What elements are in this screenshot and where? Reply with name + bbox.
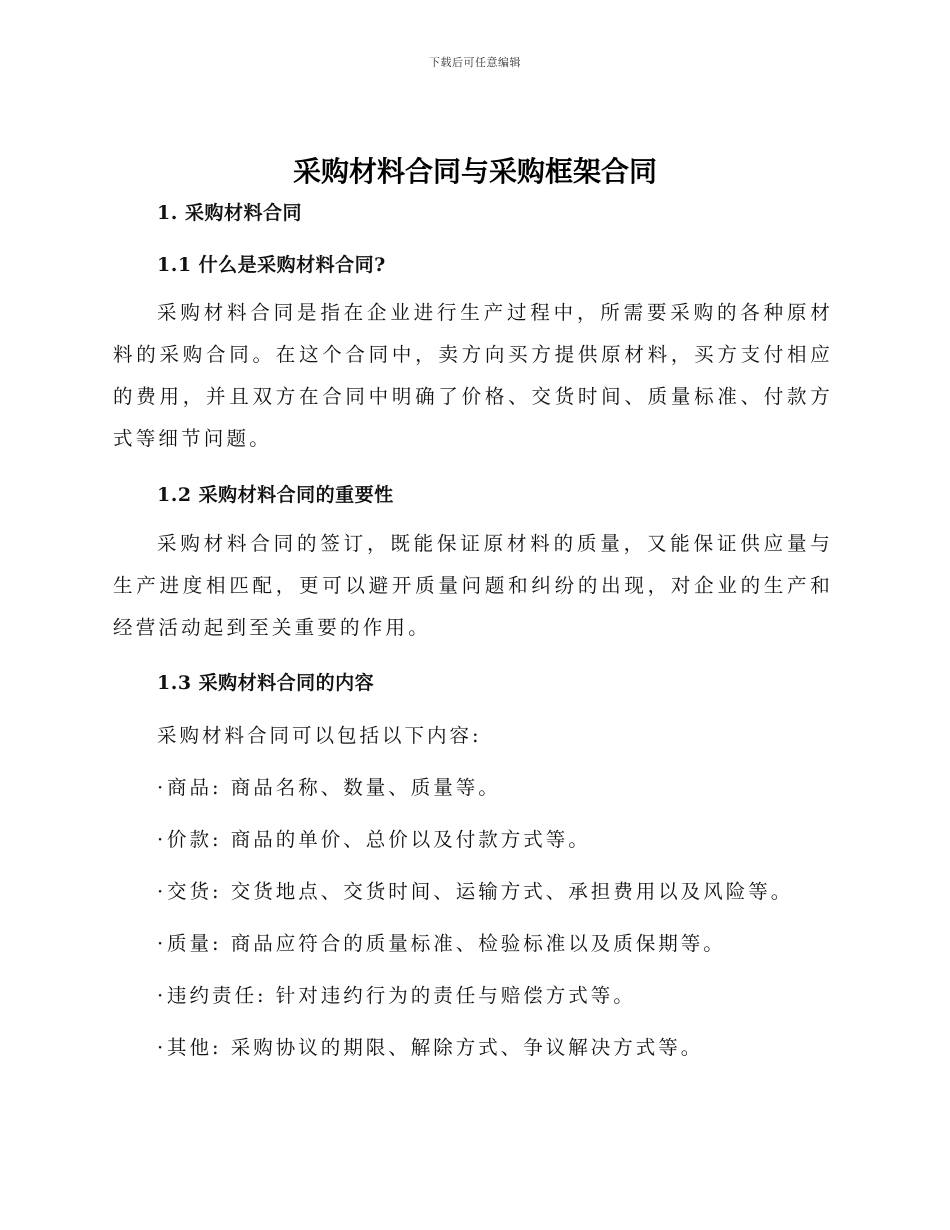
list-item <box>157 772 501 800</box>
list-item-text: 商品: 商品名称、数量、质量等。 <box>167 776 501 799</box>
bullet-dot: · <box>157 932 164 955</box>
list-item <box>157 824 591 852</box>
list-item-text: 质量: 商品应符合的质量标准、检验标准以及质保期等。 <box>167 932 726 955</box>
list-item <box>157 928 726 956</box>
subsection-heading-1-3: 1.3 采购材料合同的内容 <box>157 672 375 694</box>
subsection-heading-1-2: 1.2 采购材料合同的重要性 <box>157 484 394 506</box>
list-item <box>157 980 636 1008</box>
section-heading-1: 1. 采购材料合同 <box>157 202 302 224</box>
header-note: 下载后可任意编辑 <box>429 56 521 69</box>
bullet-dot: · <box>157 828 164 851</box>
bullet-dot: · <box>157 984 164 1007</box>
paragraph-1-2: 采购材料合同的签订，既能保证原材料的质量，又能保证供应量与生产进度相匹配，更可以避开质量问题和纠纷的出现，对企业的生产和经营活动起到至关重要的作用。 <box>113 532 833 639</box>
list-item-text: 违约责任: 针对违约行为的责任与赔偿方式等。 <box>167 984 636 1007</box>
list-item-text: 价款: 商品的单价、总价以及付款方式等。 <box>167 828 591 851</box>
paragraph-1-1: 采购材料合同是指在企业进行生产过程中，所需要采购的各种原材料的采购合同。在这个合同中，卖方向买方提供原材料，买方支付相应的费用，并且双方在合同中明确了价格、交货时间、质量标准、付款方式等细节问题。 <box>113 301 833 450</box>
list-item-text: 交货: 交货地点、交货时间、运输方式、承担费用以及风险等。 <box>167 880 794 903</box>
list-item-text: 其他: 采购协议的期限、解除方式、争议解决方式等。 <box>167 1036 704 1059</box>
list-intro: 采购材料合同可以包括以下内容: <box>157 724 482 747</box>
list-item <box>157 876 793 904</box>
bullet-dot: · <box>157 776 164 799</box>
document-title: 采购材料合同与采购框架合同 <box>292 155 657 188</box>
subsection-heading-1-1: 1.1 什么是采购材料合同? <box>157 254 386 276</box>
bullet-dot: · <box>157 880 164 903</box>
bullet-dot: · <box>157 1036 164 1059</box>
list-item <box>157 1032 703 1060</box>
